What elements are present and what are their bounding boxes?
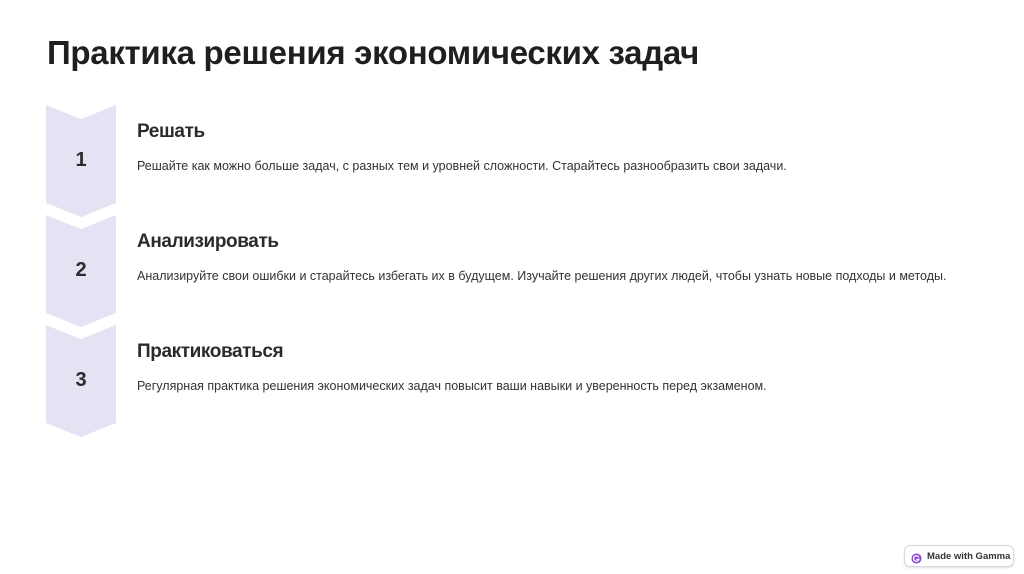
step-3 <box>46 325 986 437</box>
step-heading: Анализировать <box>137 231 279 252</box>
step-number: 1 <box>75 149 87 171</box>
page-title: Практика решения экономических задач <box>47 34 699 71</box>
gamma-logo-icon <box>911 551 922 562</box>
step-1 <box>46 105 986 217</box>
step-description: Решайте как можно больше задач, с разных тем и уровней сложности. Старайтесь разнообразить свои задачи. <box>137 159 787 173</box>
step-description: Анализируйте свои ошибки и старайтесь избегать их в будущем. Изучайте решения других людей, чтобы узнать новые подходы и методы. <box>137 269 947 283</box>
step-number: 2 <box>75 259 87 281</box>
step-description: Регулярная практика решения экономических задач повысит ваши навыки и уверенность перед экзаменом. <box>137 379 767 393</box>
step-number: 3 <box>75 369 87 391</box>
step-2 <box>46 215 986 327</box>
made-with-gamma-badge[interactable] <box>904 545 1014 567</box>
step-heading: Практиковаться <box>137 341 284 362</box>
badge-label: Made with Gamma <box>927 550 1011 562</box>
step-heading: Решать <box>137 121 205 142</box>
